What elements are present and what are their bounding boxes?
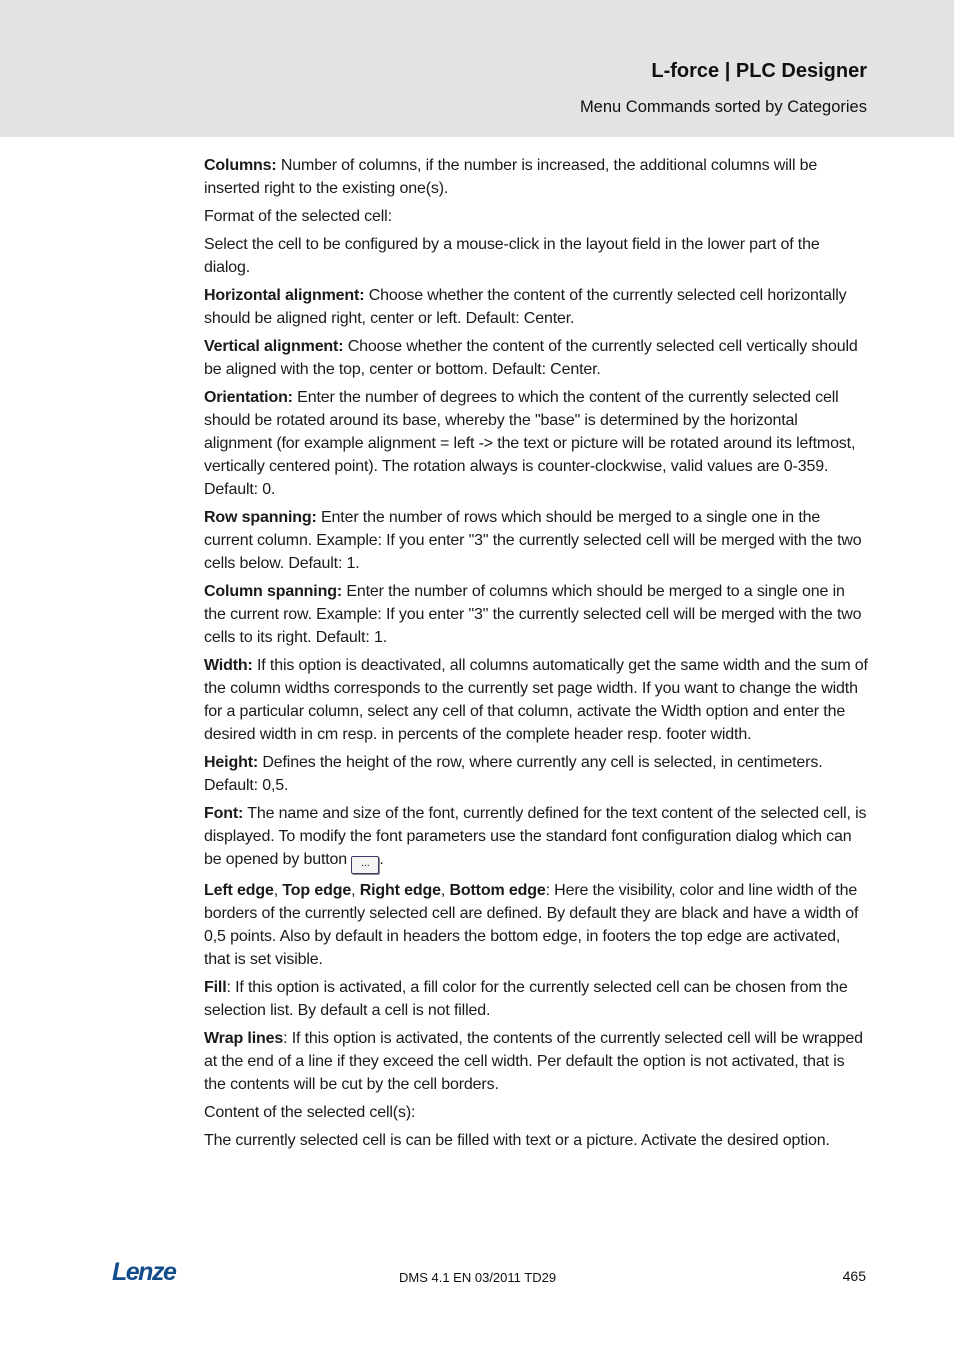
term-width: Width:	[204, 657, 253, 674]
desc-edges: : Here the visibility, color and line width of the borders of the currently selected cell are defined. By default they are black and have a width of 0,5 points. Also by default in headers the bottom edge, in footers the top edge are activated, that is set visible.	[204, 882, 859, 968]
document-id: DMS 4.1 EN 03/2011 TD29	[399, 1270, 557, 1285]
paragraph-format-heading: Format of the selected cell:	[204, 208, 392, 225]
desc-columns: Number of columns, if the number is increased, the additional columns will be inserted right to the existing one(s).	[204, 157, 818, 197]
page-header	[0, 0, 954, 137]
desc-width: If this option is deactivated, all columns automatically get the same width and the sum of the column widths corresponds to the currently set page width. If you want to change the width for a particular column, select any cell of that column, activate the Width option and enter the desired width in cm resp. in percents of the complete header resp. footer width.	[204, 657, 868, 743]
term-columns: Columns:	[204, 157, 277, 174]
desc-fill: : If this option is activated, a fill color for the currently selected cell can be chosen from the selection list. By default a cell is not filled.	[204, 979, 848, 1019]
font-dialog-button-icon: ...	[351, 856, 379, 874]
term-orientation: Orientation:	[204, 389, 293, 406]
desc-halign: Choose whether the content of the currently selected cell horizontally should be aligned right, center or left. Default: Center.	[204, 287, 847, 327]
term-fill: Fill	[204, 979, 227, 996]
separator: ,	[273, 882, 283, 899]
header-subtitle: Menu Commands sorted by Categories	[579, 98, 867, 116]
paragraph-colspan	[204, 580, 868, 649]
desc-height: Defines the height of the row, where currently any cell is selected, in centimeters. Default: 0,5.	[204, 754, 823, 794]
desc-rowspan: Enter the number of rows which should be merged to a single one in the current column. Example: If you enter "3" the currently selected cell will be merged with the two cells below. Default: 1.	[204, 509, 862, 572]
lenze-logo: Lenze	[112, 1258, 176, 1286]
paragraph-columns	[204, 154, 868, 200]
paragraph-font	[204, 802, 868, 874]
paragraph-edges	[204, 879, 868, 971]
paragraph-valign	[204, 335, 868, 381]
paragraph-content-heading: Content of the selected cell(s):	[204, 1104, 416, 1121]
desc-valign: Choose whether the content of the currently selected cell vertically should be aligned with the top, center or bottom. Default: Center.	[204, 338, 858, 378]
term-font: Font:	[204, 805, 244, 822]
paragraph-rowspan	[204, 506, 868, 575]
term-halign: Horizontal alignment:	[204, 287, 365, 304]
paragraph-wrap	[204, 1027, 868, 1096]
desc-font: The name and size of the font, currently defined for the text content of the selected cell, is displayed. To modify the font parameters use the standard font configuration dialog which can be opened by button	[204, 805, 867, 868]
term-right-edge: Right edge	[359, 882, 441, 899]
paragraph-fill	[204, 976, 868, 1022]
term-rowspan: Row spanning:	[204, 509, 317, 526]
term-height: Height:	[204, 754, 259, 771]
term-wrap: Wrap lines	[204, 1030, 284, 1047]
header-title: L-force | PLC Designer	[651, 60, 867, 82]
term-colspan: Column spanning:	[204, 583, 343, 600]
paragraph-halign	[204, 284, 868, 330]
desc-wrap: : If this option is activated, the contents of the currently selected cell will be wrapped at the end of a line if they exceed the cell width. Per default the option is not activated, that is the contents will be cut by the cell borders.	[204, 1030, 863, 1093]
paragraph-content: The currently selected cell is can be filled with text or a picture. Activate the desired option.	[204, 1132, 830, 1149]
desc-orientation: Enter the number of degrees to which the content of the currently selected cell should be rotated around its base, whereby the "base" is determined by the horizontal alignment (for example alignment = left -> the text or picture will be rotated around its leftmost, vertically centered point). The rotation always is counter-clockwise, valid values are 0-359. Default: 0.	[204, 389, 856, 498]
term-left-edge: Left edge	[204, 882, 274, 899]
term-valign: Vertical alignment:	[204, 338, 344, 355]
desc-colspan: Enter the number of columns which should be merged to a single one in the current row. Example: If you enter "3" the currently selected cell will be merged with the two cells to its right. Default: 1.	[204, 583, 862, 646]
paragraph-width	[204, 654, 868, 746]
paragraph-select-cell: Select the cell to be configured by a mouse-click in the layout field in the lower part of the dialog.	[204, 236, 820, 276]
page-number: 465	[842, 1268, 866, 1284]
separator: ,	[440, 882, 450, 899]
separator: ,	[351, 882, 360, 899]
document-body	[204, 154, 868, 1157]
desc-font-end: .	[379, 851, 384, 868]
paragraph-height	[204, 751, 868, 797]
paragraph-orientation	[204, 386, 868, 501]
term-top-edge: Top edge	[282, 882, 352, 899]
term-bottom-edge: Bottom edge	[449, 882, 546, 899]
